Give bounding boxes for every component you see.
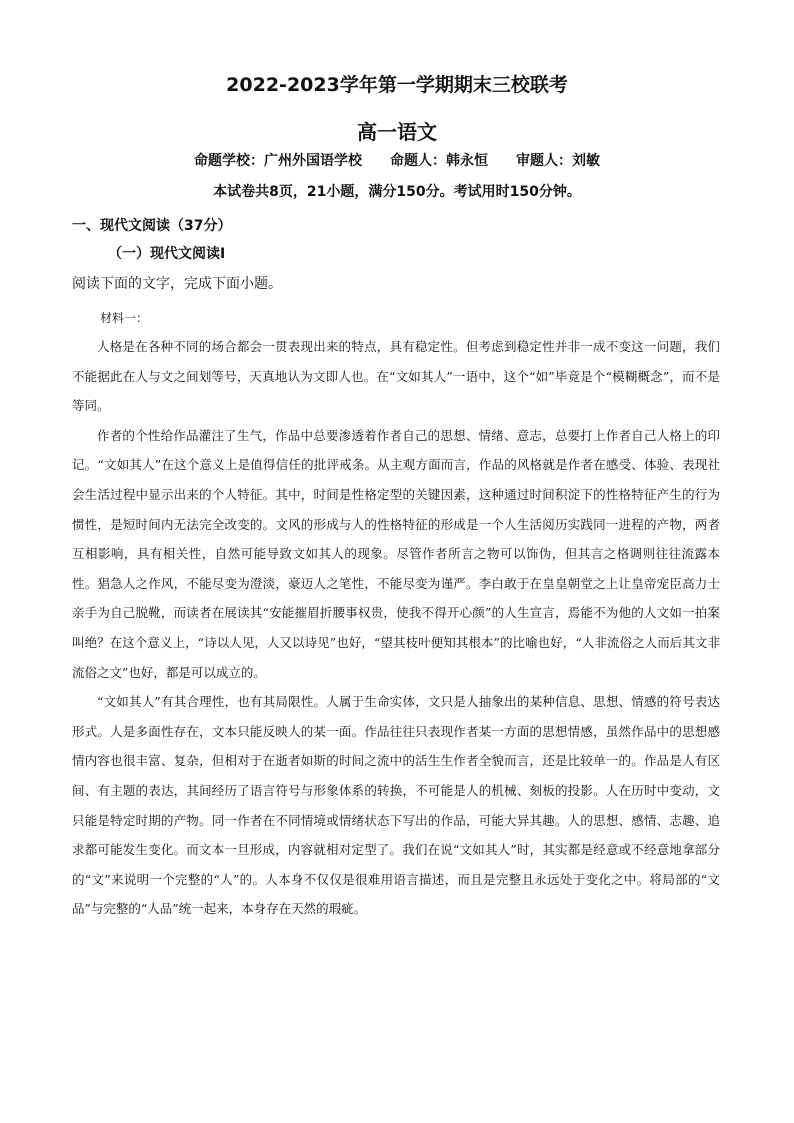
section-heading: 一、现代文阅读（37分） — [72, 218, 232, 234]
authorship-line — [0, 150, 794, 170]
school-label: 命题学校：广州外国语学校 — [194, 153, 362, 169]
exam-title: 2022-2023学年第一学期期末三校联考 — [226, 74, 568, 96]
exam-info: 本试卷共8页，21小题，满分150分。考试用时150分钟。 — [213, 184, 581, 200]
material-label: 材料一： — [100, 311, 149, 325]
subsection-heading: （一）现代文阅读Ⅰ — [108, 246, 226, 262]
paragraph: 人格是在各种不同的场合都会一贯表现出来的特点，具有稳定性。但考虑到稳定性并非一成不变这一问题，我们不能据此在人与文之间划等号，天真地认为文即人也。在“文如其人”一语中，这个“如”毕竟是个“模糊概念”，而不是等同。 — [72, 339, 720, 414]
paragraph: 作者的个性给作品灌注了生气，作品中总要渗透着作者自己的思想、情绪、意志，总要打上作者自己人格上的印记。“文如其人”在这个意义上是值得信任的批评戒条。从主观方面而言，作品的风格就是作者在感受、体验、表现社会生活过程中显示出来的个人特征。其中，时间是性格定型的关键因素，这种通过时间积淀下的性格特征产生的行为惯性，是短时间内无法完全改变的。文风的形成与人的性格特征的形成是一个人生活阅历实践同一进程的产物，两者互相影响，具有相关性，自然可能导致文如其人的现象。尽管作者所言之物可以饰伪，但其言之格调则往往流露本性。猖急人之作风，不能尽变为澄淡，豪迈人之笔性，不能尽变为谨严。李白敢于在皇皇朝堂之上让皇帝宠臣高力士亲手为自己脱靴，而读者在展读其“安能摧眉折腰事权贵，使我不得开心颜”的人生宣言，焉能不为他的人文如一拍案叫绝？在这个意义上，“诗以人见，人又以诗见”也好，“望其枝叶便知其根本”的比喻也好，“人非流俗之人而后其文非流俗之文”也好，都是可以成立的。 — [72, 427, 720, 680]
reviewer-label: 审题人：刘敏 — [516, 153, 600, 169]
subject-title: 高一语文 — [357, 120, 437, 144]
reading-instruction: 阅读下面的文字，完成下面小题。 — [72, 276, 282, 292]
author-label: 命题人：韩永恒 — [390, 153, 488, 169]
paragraph: “文如其人”有其合理性，也有其局限性。人属于生命实体，文只是人抽象出的某种信息、思想、情感的符号表达形式。人是多面性存在，文本只能反映人的某一面。作品往往只表现作者某一方面的思想情感，虽然作品中的思想感情内容也很丰富、复杂，但相对于在逝者如斯的时间之流中的活生生作者全貌而言，还是比较单一的。作品是人有区间、有主题的表达，其间经历了语言符号与形象体系的转换，不可能是人的机械、刻板的投影。人在历时中变动，文只能是特定时期的产物。同一作者在不同情境或情绪状态下写出的作品，可能大异其趣。人的思想、感情、志趣、追求都可能发生变化。而文本一旦形成，内容就相对定型了。我们在说“文如其人”时，其实都是经意或不经意地拿部分的“文”来说明一个完整的“人”的。人本身不仅仅是很难用语言描述，而且是完整且永远处于变化之中。将局部的“文品”与完整的“人品”统一起来，本身存在天然的瑕疵。 — [72, 694, 720, 917]
material-text — [72, 332, 720, 924]
